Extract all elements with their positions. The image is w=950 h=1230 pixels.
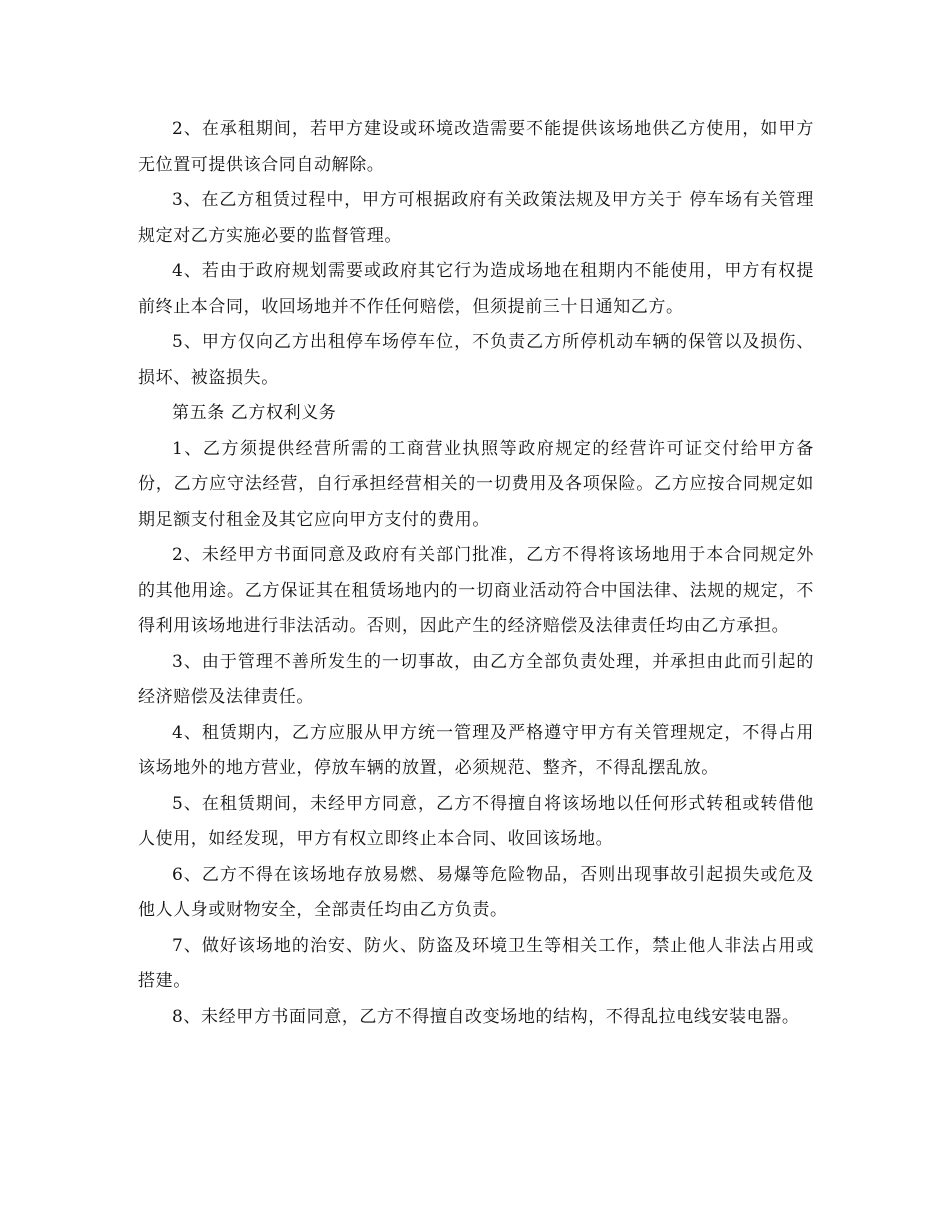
clause-4-item-3: 3、在乙方租赁过程中，甲方可根据政府有关政策法规及甲方关于 停车场有关管理规定对乙方实施必要的监督管理。	[138, 190, 814, 246]
clause-5-item-4: 4、租赁期内，乙方应服从甲方统一管理及严格遵守甲方有关管理规定，不得占用该场地外的地方营业，停放车辆的放置，必须规范、整齐，不得乱摆乱放。	[138, 722, 814, 778]
section-heading: 第五条 乙方权利义务	[172, 403, 337, 423]
clause-4-item-4: 4、若由于政府规划需要或政府其它行为造成场地在租期内不能使用，甲方有权提前终止本合同，收回场地并不作任何赔偿，但须提前三十日通知乙方。	[138, 261, 814, 317]
clause-5-item-7: 7、做好该场地的治安、防火、防盗及环境卫生等相关工作，禁止他人非法占用或搭建。	[138, 935, 814, 991]
clause-4-item-5: 5、甲方仅向乙方出租停车场停车位，不负责乙方所停机动车辆的保管以及损伤、损坏、被盗损失。	[138, 332, 814, 388]
clause-5-item-1: 1、乙方须提供经营所需的工商营业执照等政府规定的经营许可证交付给甲方备份，乙方应守法经营，自行承担经营相关的一切费用及各项保险。乙方应按合同规定如期足额支付租金及其它应向甲方支付的费用。	[138, 438, 814, 530]
clause-5-item-2: 2、未经甲方书面同意及政府有关部门批准，乙方不得将该场地用于本合同规定外的其他用途。乙方保证其在租赁场地内的一切商业活动符合中国法律、法规的规定，不得利用该场地进行非法活动。否则，因此产生的经济赔偿及法律责任均由乙方承担。	[138, 545, 814, 636]
clause-5-item-6: 6、乙方不得在该场地存放易燃、易爆等危险物品，否则出现事故引起损失或危及他人人身或财物安全，全部责任均由乙方负责。	[138, 864, 814, 920]
clause-5-item-5: 5、在租赁期间，未经甲方同意，乙方不得擅自将该场地以任何形式转租或转借他人使用，如经发现，甲方有权立即终止本合同、收回该场地。	[138, 793, 814, 849]
clause-5-item-8: 8、未经甲方书面同意，乙方不得擅自改变场地的结构，不得乱拉电线安装电器。	[172, 1006, 800, 1027]
clause-4-item-2: 2、在承租期间，若甲方建设或环境改造需要不能提供该场地供乙方使用，如甲方无位置可提供该合同自动解除。	[138, 119, 814, 175]
document-body	[138, 112, 814, 1035]
clause-5-item-3: 3、由于管理不善所发生的一切事故，由乙方全部负责处理，并承担由此而引起的经济赔偿及法律责任。	[138, 651, 814, 707]
